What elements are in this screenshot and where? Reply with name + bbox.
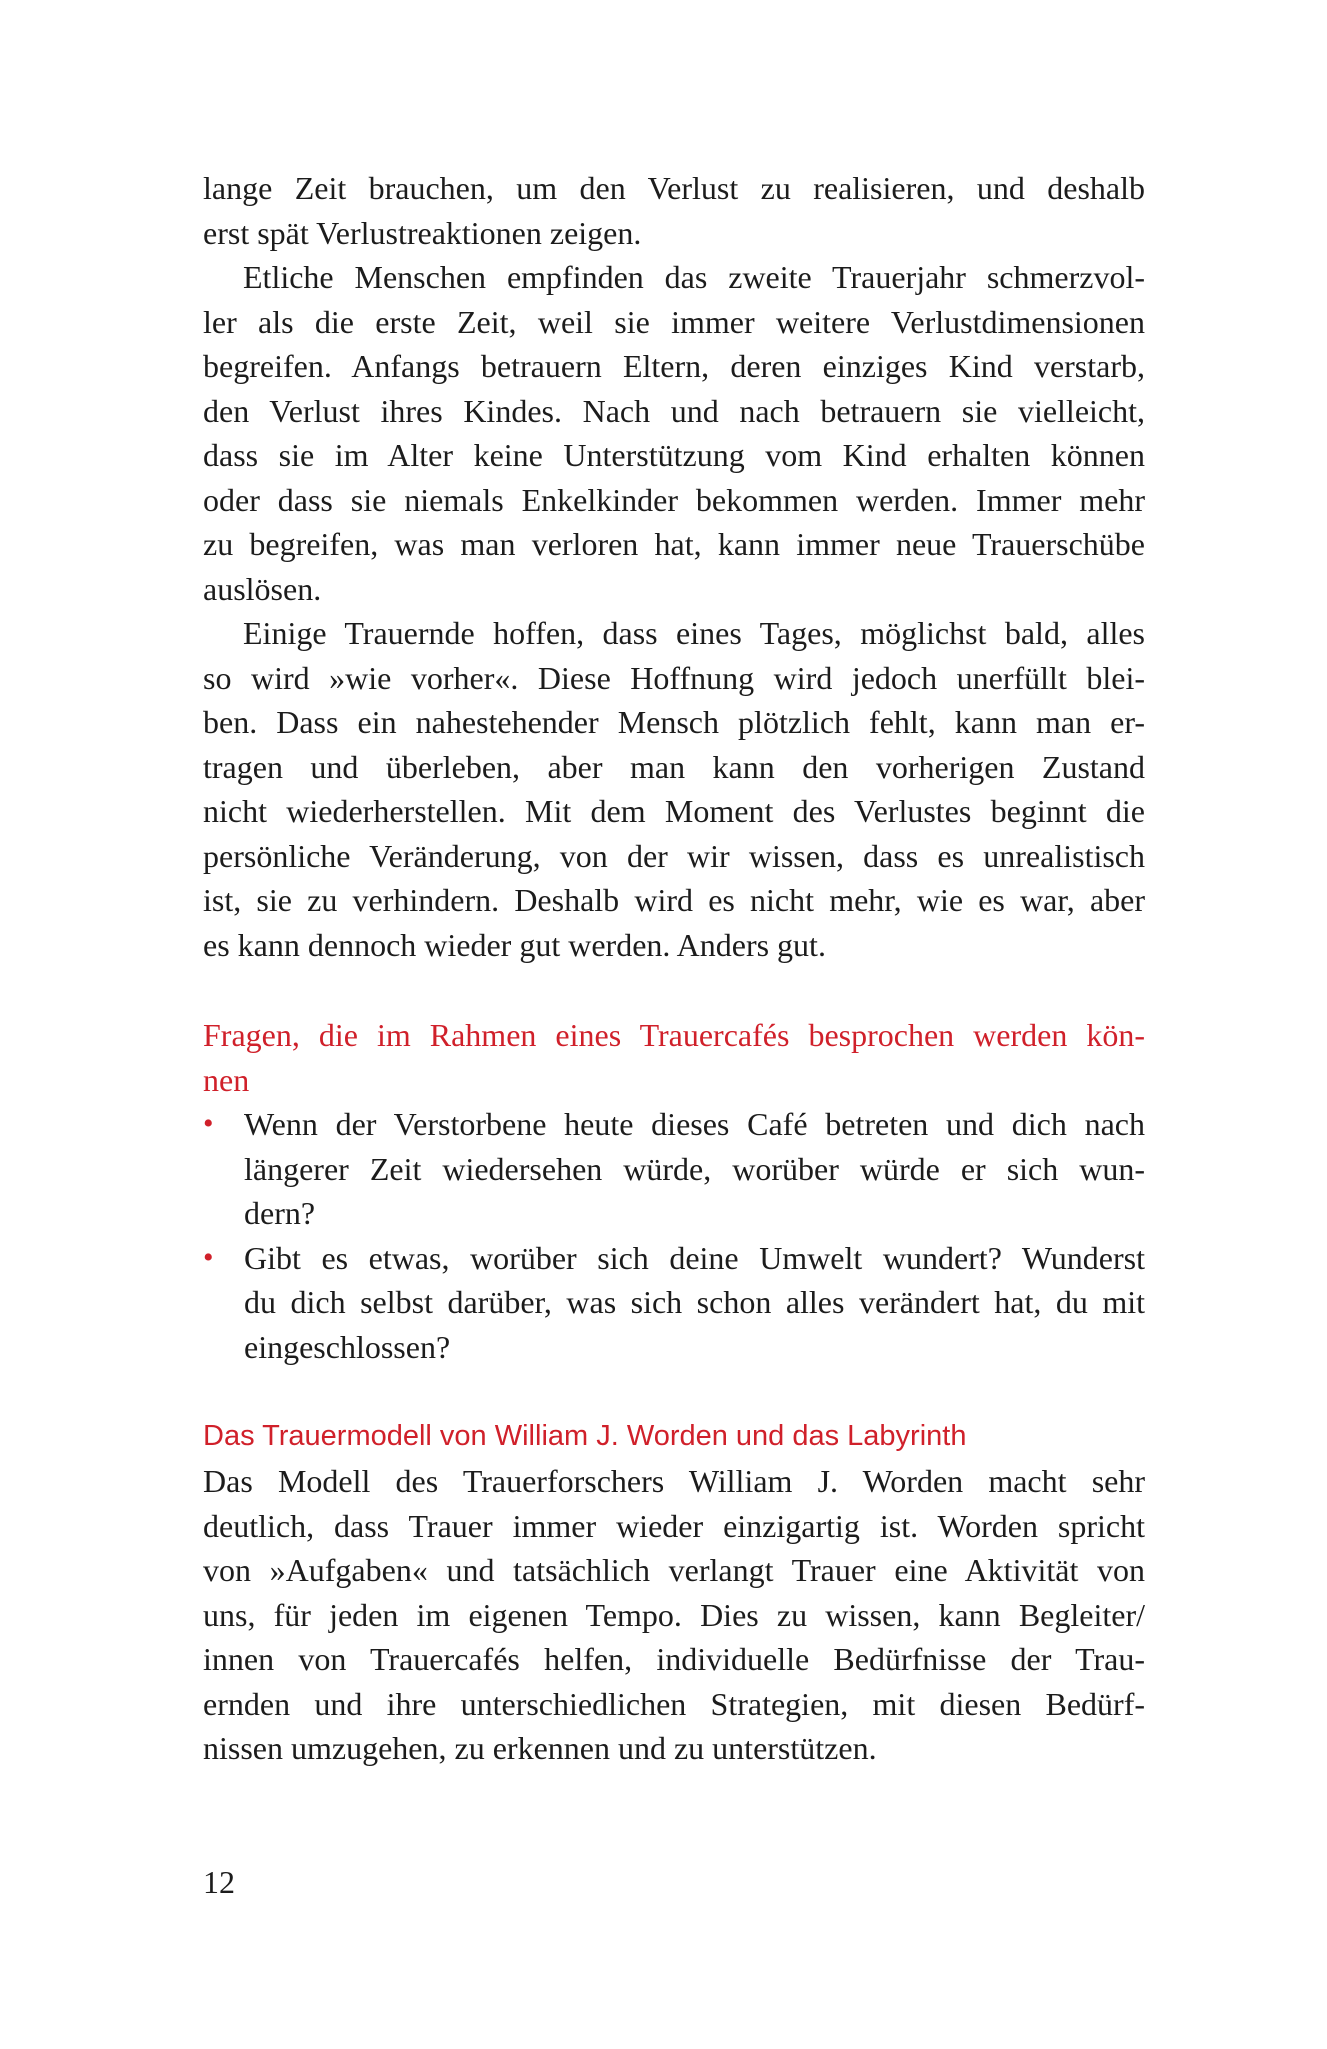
text-line: persönliche Veränderung, von der wir wissen, dass es unrealistisch bbox=[203, 837, 1145, 874]
text-line: so wird »wie vorher«. Diese Hoffnung wird jedoch unerfüllt blei- bbox=[203, 659, 1145, 696]
text-line: Wenn der Verstorbene heute dieses Café betreten und dich nach bbox=[244, 1106, 1145, 1142]
paragraph-worden-model bbox=[203, 1459, 1145, 1771]
text-line: Das Modell des Trauerforschers William J. Worden macht sehr bbox=[203, 1463, 1145, 1499]
text-line: dern? bbox=[244, 1195, 316, 1231]
text-line: Einige Trauernde hoffen, dass eines Tages, möglichst bald, alles bbox=[243, 615, 1145, 651]
paragraph-second-year bbox=[203, 255, 1145, 611]
text-line: innen von Trauercafés helfen, individuelle Bedürfnisse der Trau- bbox=[203, 1641, 1145, 1677]
text-line: dass sie im Alter keine Unterstützung vom Kind erhalten können bbox=[203, 437, 1145, 473]
paragraph-hope bbox=[203, 611, 1145, 967]
text-line: lange Zeit brauchen, um den Verlust zu realisieren, und deshalb bbox=[203, 170, 1145, 206]
text-line: ernden und ihre unterschiedlichen Strategien, mit diesen Bedürf- bbox=[203, 1685, 1145, 1722]
text-line: Gibt es etwas, worüber sich deine Umwelt wundert? Wunderst bbox=[244, 1239, 1145, 1276]
text-line: oder dass sie niemals Enkelkinder bekommen werden. Immer mehr bbox=[203, 481, 1145, 518]
text-line: erst spät Verlustreaktionen zeigen. bbox=[203, 214, 642, 251]
text-line: ler als die erste Zeit, weil sie immer weitere Verlustdimensionen bbox=[203, 303, 1145, 340]
text-line: ben. Dass ein nahestehender Mensch plötzlich fehlt, kann man er- bbox=[203, 704, 1145, 740]
text-line: uns, für jeden im eigenen Tempo. Dies zu wissen, kann Begleiter/ bbox=[203, 1596, 1145, 1633]
text-line: deutlich, dass Trauer immer wieder einzigartig ist. Worden spricht bbox=[203, 1507, 1145, 1544]
text-line: nicht wiederherstellen. Mit dem Moment des Verlustes beginnt die bbox=[203, 793, 1145, 829]
section-heading-text: Das Trauermodell von William J. Worden und das Labyrinth bbox=[203, 1420, 967, 1452]
heading-line: nen bbox=[203, 1061, 250, 1098]
text-line: nissen umzugehen, zu erkennen und zu unterstützen. bbox=[203, 1730, 877, 1766]
text-line: es kann dennoch wieder gut werden. Anders gut. bbox=[203, 926, 826, 963]
text-line: begreifen. Anfangs betrauern Eltern, deren einziges Kind verstarb, bbox=[203, 348, 1145, 384]
bullet-icon: • bbox=[203, 1240, 214, 1274]
questions-list bbox=[203, 1102, 1145, 1369]
text-line: ist, sie zu verhindern. Deshalb wird es nicht mehr, wie es war, aber bbox=[203, 882, 1145, 918]
list-item bbox=[203, 1102, 1145, 1236]
text-line: den Verlust ihres Kindes. Nach und nach betrauern sie vielleicht, bbox=[203, 392, 1145, 429]
text-line: längerer Zeit wiedersehen würde, worüber würde er sich wun- bbox=[244, 1150, 1145, 1187]
bullet-icon: • bbox=[203, 1107, 214, 1140]
text-line: zu begreifen, was man verloren hat, kann immer neue Trauerschübe bbox=[203, 526, 1145, 562]
section-heading bbox=[203, 1414, 1145, 1458]
text-line: Etliche Menschen empfinden das zweite Trauerjahr schmerzvol- bbox=[243, 259, 1145, 295]
page-number: 12 bbox=[203, 1864, 235, 1900]
list-item bbox=[203, 1236, 1145, 1370]
text-line: tragen und überleben, aber man kann den vorherigen Zustand bbox=[203, 748, 1145, 785]
paragraph-continuation bbox=[203, 166, 1145, 255]
questions-heading bbox=[203, 1013, 1145, 1102]
text-line: eingeschlossen? bbox=[244, 1328, 451, 1365]
text-line: auslösen. bbox=[203, 570, 322, 607]
text-line: von »Aufgaben« und tatsächlich verlangt Trauer eine Aktivität von bbox=[203, 1552, 1145, 1588]
heading-line: Fragen, die im Rahmen eines Trauercafés besprochen werden kön- bbox=[203, 1017, 1145, 1053]
text-line: du dich selbst darüber, was sich schon alles verändert hat, du mit bbox=[244, 1284, 1145, 1320]
